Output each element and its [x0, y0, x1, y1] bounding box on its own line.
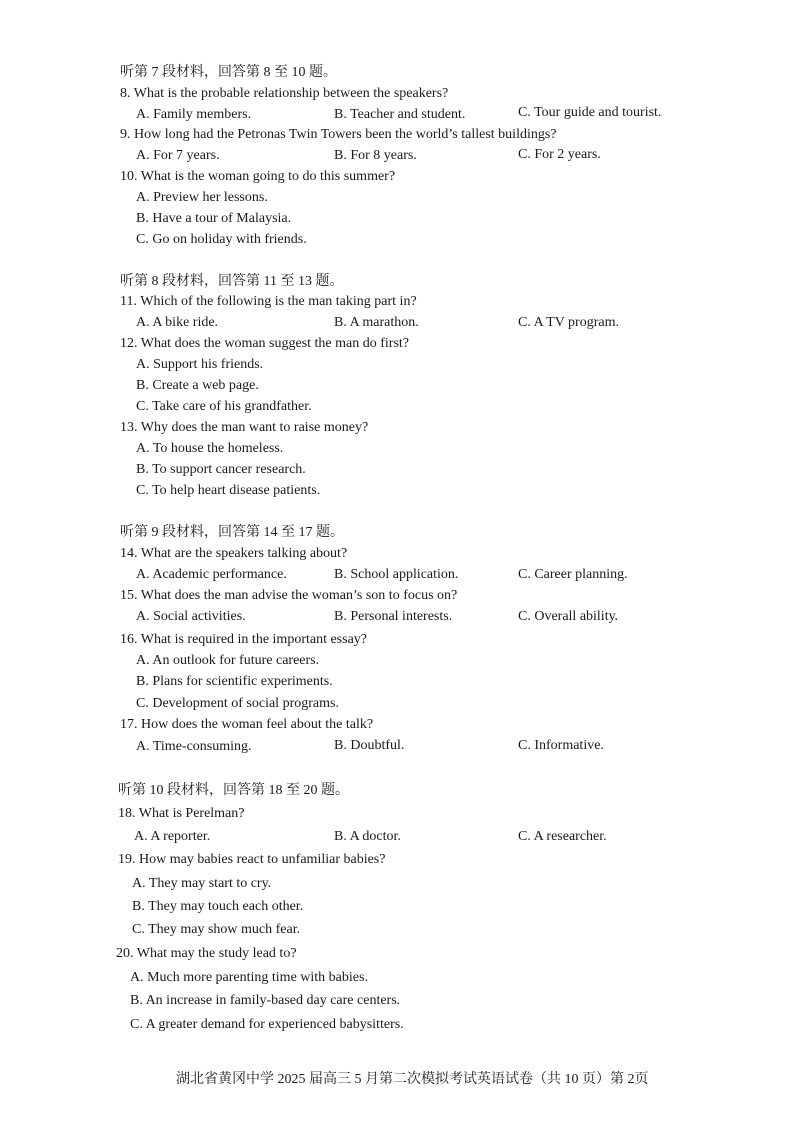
option-c: C. Informative. [518, 738, 604, 753]
question-text: 12. What does the woman suggest the man do first? [120, 336, 410, 351]
option-c: C. Development of social programs. [136, 696, 339, 711]
question-text: 9. How long had the Petronas Twin Towers been the world’s tallest buildings? [120, 127, 557, 142]
question-text: 20. What may the study lead to? [116, 946, 297, 961]
section-heading: 听第 7 段材料，回答第 8 至 10 题。 [120, 65, 337, 80]
option-c: C. To help heart disease patients. [136, 483, 321, 498]
option-a: A. Time-consuming. [136, 739, 252, 754]
option-c: C. A greater demand for experienced babysitters. [130, 1017, 404, 1032]
option-b: B. A marathon. [334, 315, 419, 330]
question-text: 18. What is Perelman? [118, 806, 245, 821]
section-heading: 听第 10 段材料，回答第 18 至 20 题。 [118, 783, 349, 798]
option-a: A. Support his friends. [136, 357, 264, 372]
option-c: C. For 2 years. [518, 147, 601, 162]
question-text: 15. What does the man advise the woman’s son to focus on? [120, 588, 458, 603]
option-b: B. Teacher and student. [334, 107, 466, 122]
option-b: B. Personal interests. [334, 609, 453, 624]
question-text: 16. What is required in the important essay? [120, 632, 368, 647]
question-text: 11. Which of the following is the man taking part in? [120, 294, 417, 309]
option-c: C. Overall ability. [518, 609, 619, 624]
question-text: 17. How does the woman feel about the talk? [120, 717, 374, 732]
option-a: A. For 7 years. [136, 148, 220, 163]
option-b: B. Doubtful. [334, 738, 405, 753]
option-a: A. They may start to cry. [132, 876, 272, 891]
question-text: 19. How may babies react to unfamiliar babies? [118, 852, 386, 867]
option-a: A. To house the homeless. [136, 441, 284, 456]
question-text: 14. What are the speakers talking about? [120, 546, 348, 561]
option-c: C. Tour guide and tourist. [518, 105, 662, 120]
page-footer: 湖北省黄冈中学 2025 届高三 5 月第二次模拟考试英语试卷（共 10 页）第 2页 [176, 1072, 649, 1087]
option-c: C. Go on holiday with friends. [136, 232, 307, 247]
option-b: B. Have a tour of Malaysia. [136, 211, 292, 226]
option-c: C. A researcher. [518, 829, 607, 844]
option-a: A. Academic performance. [136, 567, 287, 582]
section-heading: 听第 9 段材料，回答第 14 至 17 题。 [120, 525, 344, 540]
option-c: C. A TV program. [518, 315, 619, 330]
option-b: B. School application. [334, 567, 459, 582]
option-b: B. Plans for scientific experiments. [136, 674, 333, 689]
option-b: B. An increase in family-based day care centers. [130, 993, 401, 1008]
option-a: A. Preview her lessons. [136, 190, 268, 205]
option-a: A. Social activities. [136, 609, 246, 624]
option-a: A. An outlook for future careers. [136, 653, 320, 668]
option-b: B. For 8 years. [334, 148, 417, 163]
section-heading: 听第 8 段材料，回答第 11 至 13 题。 [120, 274, 344, 289]
question-text: 13. Why does the man want to raise money? [120, 420, 369, 435]
option-c: C. Career planning. [518, 567, 628, 582]
option-c: C. Take care of his grandfather. [136, 399, 312, 414]
option-b: B. A doctor. [334, 829, 401, 844]
option-b: B. They may touch each other. [132, 899, 304, 914]
option-a: A. A bike ride. [136, 315, 219, 330]
option-a: A. Family members. [136, 107, 252, 122]
option-a: A. Much more parenting time with babies. [130, 970, 368, 985]
option-c: C. They may show much fear. [132, 922, 301, 937]
option-a: A. A reporter. [134, 829, 211, 844]
question-text: 10. What is the woman going to do this summer? [120, 169, 396, 184]
option-b: B. Create a web page. [136, 378, 259, 393]
question-text: 8. What is the probable relationship between the speakers? [120, 86, 449, 101]
option-b: B. To support cancer research. [136, 462, 306, 477]
